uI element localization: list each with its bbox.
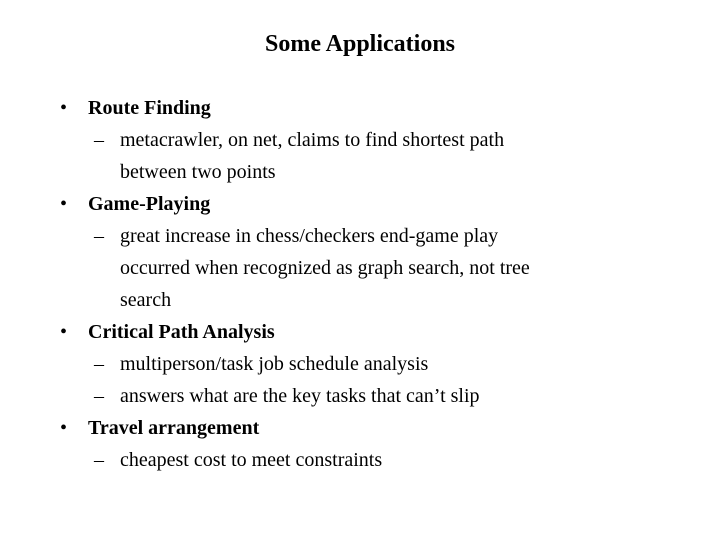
sub-item [56, 220, 676, 316]
bullet-item-travel-arrangement [56, 412, 676, 444]
sub-item-text: cheapest cost to meet constraints [120, 449, 383, 471]
bullet-label: Critical Path Analysis [88, 321, 275, 343]
sub-item-text: multiperson/task job schedule analysis [120, 353, 429, 375]
sub-item-text: answers what are the key tasks that can’t slip [120, 385, 480, 407]
sub-item-text: search [120, 289, 172, 311]
sub-item-text: occurred when recognized as graph search, not tree [120, 257, 530, 279]
bullet-item-game-playing [56, 188, 676, 220]
sub-item [56, 380, 676, 412]
bullet-label: Game-Playing [88, 193, 211, 215]
sub-item-text: between two points [120, 161, 276, 183]
dash-icon: – [94, 385, 104, 407]
sub-item [56, 124, 676, 188]
dash-icon: – [94, 225, 104, 247]
slide-title: Some Applications [264, 31, 456, 57]
sub-item [56, 444, 676, 476]
bullet-label: Travel arrangement [88, 417, 260, 439]
bullet-icon: • [60, 321, 68, 343]
sub-item [56, 348, 676, 380]
bullet-label: Route Finding [88, 97, 211, 119]
bullet-item-route-finding [56, 92, 676, 124]
sub-item-text: great increase in chess/checkers end-game play [120, 225, 499, 247]
bullet-list [56, 92, 676, 476]
bullet-icon: • [60, 97, 68, 119]
sub-item-text: metacrawler, on net, claims to find shortest path [120, 129, 505, 151]
bullet-icon: • [60, 193, 68, 215]
dash-icon: – [94, 353, 104, 375]
dash-icon: – [94, 449, 104, 471]
dash-icon: – [94, 129, 104, 151]
bullet-icon: • [60, 417, 68, 439]
bullet-item-critical-path-analysis [56, 316, 676, 348]
